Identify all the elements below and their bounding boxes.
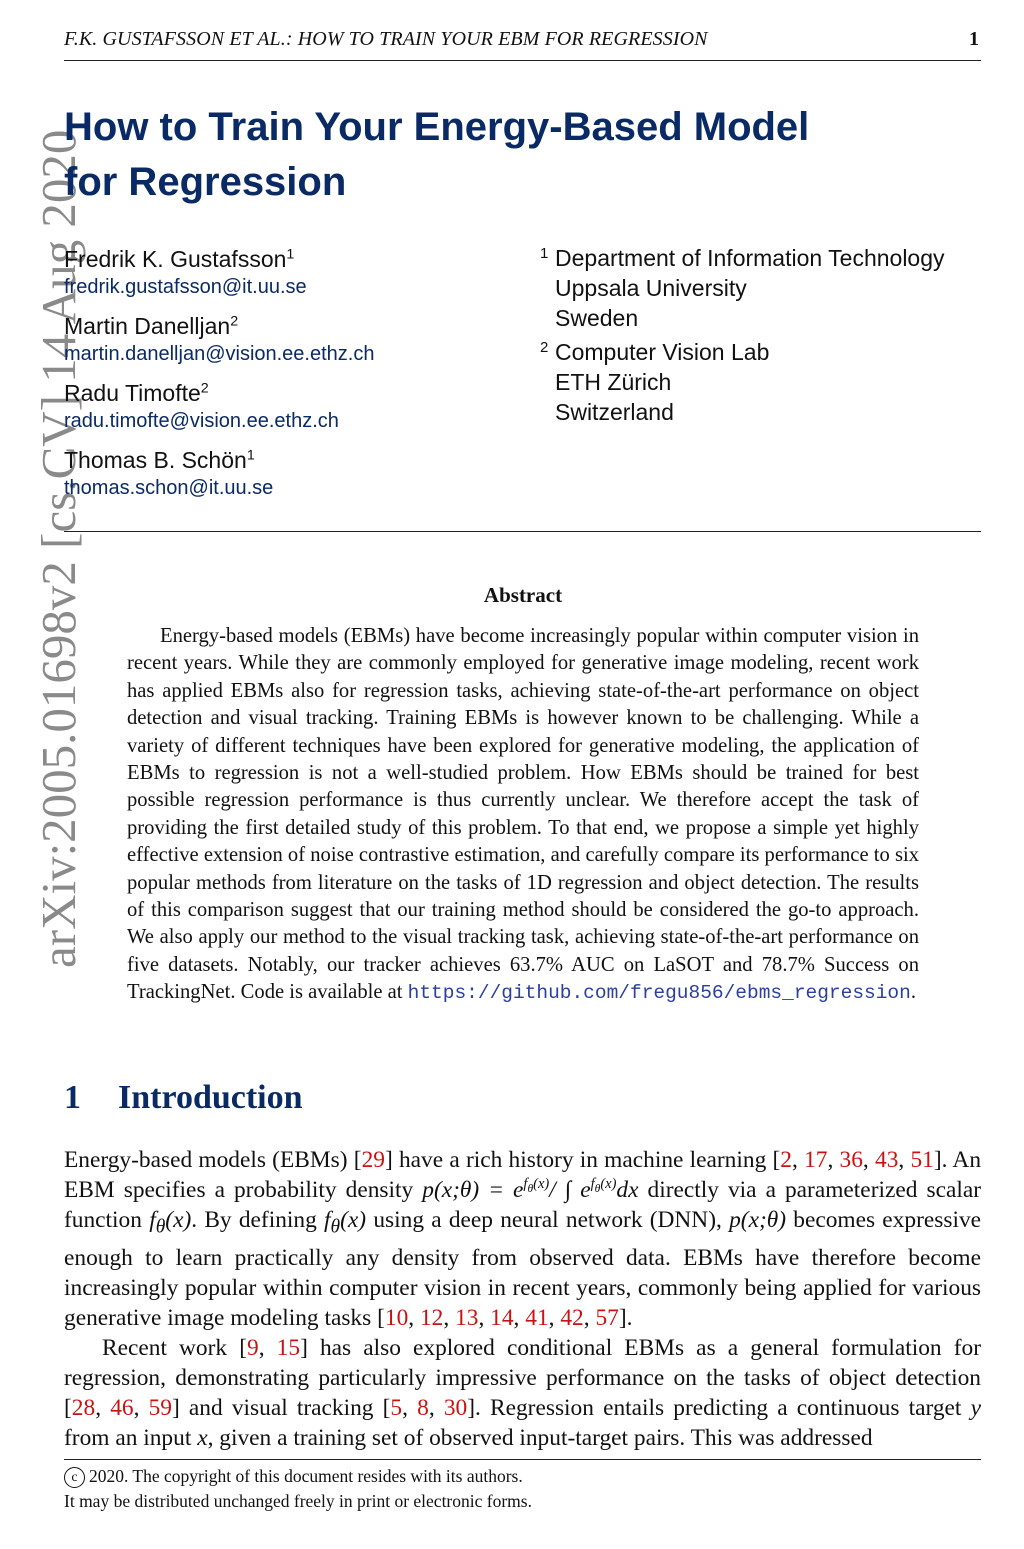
author-block [64, 377, 374, 444]
citation-link[interactable]: 51 [910, 1147, 934, 1173]
citation-link[interactable]: 9 [247, 1334, 259, 1361]
author-block [64, 444, 374, 511]
author-list [64, 243, 374, 511]
variable-y: y [970, 1394, 981, 1421]
citation-link[interactable]: 15 [276, 1334, 301, 1361]
citation-link[interactable]: 46 [110, 1394, 134, 1421]
author-email-link[interactable]: fredrik.gustafsson@it.uu.se [64, 276, 307, 298]
citation-link[interactable]: 10 [384, 1304, 409, 1331]
author-affil-mark: 1 [286, 246, 295, 263]
author-block [64, 243, 374, 310]
affiliation [540, 337, 945, 427]
copyright-footer [64, 1464, 532, 1514]
code-url-link[interactable]: https://github.com/fregu856/ebms_regression [407, 982, 911, 1005]
footer-divider [64, 1459, 981, 1460]
title-line-1: How to Train Your Energy-Based Model [64, 105, 810, 149]
running-head-title: F.K. GUSTAFSSON ET AL.: HOW TO TRAIN YOUR EBM FOR REGRESSION [64, 28, 708, 50]
affiliation-list [540, 243, 945, 431]
affiliation [540, 243, 945, 333]
citation-link[interactable]: 30 [443, 1394, 468, 1421]
citation-link[interactable]: 29 [361, 1147, 385, 1173]
author-name: Radu Timofte [64, 380, 201, 406]
author-affil-mark: 2 [200, 380, 209, 397]
citation-link[interactable]: 28 [71, 1394, 96, 1421]
section-number: 1 [64, 1079, 81, 1116]
citation-link[interactable]: 41 [525, 1304, 549, 1331]
code-availability-label: Code is available at [240, 981, 403, 1004]
affiliation-line: Sweden [555, 305, 639, 331]
citation-link[interactable]: 17 [804, 1147, 828, 1173]
citation-link[interactable]: 43 [875, 1147, 899, 1173]
author-name: Fredrik K. Gustafsson [64, 246, 287, 272]
citation-link[interactable]: 5 [390, 1394, 403, 1421]
running-head [64, 26, 981, 61]
affiliation-line: ETH Zürich [555, 369, 672, 395]
author-email-link[interactable]: radu.timofte@vision.ee.ethz.ch [64, 410, 339, 432]
author-email-link[interactable]: martin.danelljan@vision.ee.ethz.ch [64, 343, 375, 365]
citation-link[interactable]: 59 [148, 1394, 172, 1421]
affiliation-line: Uppsala University [555, 275, 747, 301]
copyright-icon: c [64, 1467, 85, 1488]
citation-link[interactable]: 57 [595, 1304, 619, 1331]
abstract-heading: Abstract [483, 583, 563, 607]
author-block [64, 310, 374, 377]
citation-link[interactable]: 2 [780, 1147, 792, 1173]
abstract-body [127, 623, 919, 1008]
copyright-line: 2020. The copyright of this document resides with its authors. [89, 1466, 523, 1486]
citation-link[interactable]: 42 [560, 1304, 584, 1331]
arxiv-stamp: arXiv:2005.01698v2 [cs.CV] 14 Aug 2020 [31, 129, 86, 968]
affiliation-line: Computer Vision Lab [555, 339, 770, 365]
author-email-link[interactable]: thomas.schon@it.uu.se [64, 477, 274, 499]
variable-x: x [197, 1424, 208, 1451]
author-name: Thomas B. Schön [64, 447, 247, 473]
citation-link[interactable]: 14 [490, 1304, 514, 1331]
equation-p: p(x;θ) [729, 1207, 787, 1233]
header-divider [64, 531, 981, 532]
equation-f-theta: $f_\theta(x)$ [149, 1207, 192, 1238]
page-number: 1 [969, 28, 979, 50]
paragraph: Recent work [9, 15] has also explored conditional EBMs as a general formulation for regression, demonstrating particularly impressive performance on the tasks of object detection [28, 46, 59] and visual tracking [5, 8, 30]. Regression entails predicting a continuous target y from an input x, given a training set of observed input-target pairs. This was addressed [64, 1334, 981, 1451]
section-title: Introduction [118, 1079, 303, 1116]
author-affil-mark: 1 [246, 447, 255, 464]
author-name: Martin Danelljan [64, 313, 231, 339]
equation-f-theta: $f_\theta(x)$ [324, 1207, 367, 1238]
citation-link[interactable]: 36 [839, 1147, 863, 1173]
code-suffix: . [910, 981, 916, 1004]
equation-density: p(x;θ) = $e^{f_\theta(x)}/$ ∫ $e^{f_\theta(x)}dx$ [422, 1176, 639, 1203]
citation-link[interactable]: 13 [455, 1304, 479, 1331]
affiliation-line: Department of Information Technology [555, 245, 945, 271]
introduction-body [64, 1145, 981, 1453]
affiliation-mark: 1 [540, 245, 549, 262]
affiliation-line: Switzerland [555, 399, 674, 425]
paper-title [64, 100, 964, 210]
paragraph: Energy-based models (EBMs) [29] have a rich history in machine learning [2, 17, 36, 43, 51]. An EBM specifies a probability density p(x;θ) = $e^{f_\theta(x)}/$ ∫ $e^{f_\theta(x)}dx$ directly via a parameterized scalar function $f_\theta(x)$. By defining $f_\theta(x)$ using a deep neural network (DNN), p(x;θ) becomes expressive enough to learn practically any density from observed data. EBMs have therefore become increasingly popular within computer vision in recent years, commonly being applied for various generative image modeling tasks [10, 12, 13, 14, 41, 42, 57]. [64, 1147, 982, 1331]
author-affil-mark: 2 [230, 313, 239, 330]
citation-link[interactable]: 8 [417, 1394, 429, 1421]
affiliation-mark: 2 [540, 339, 549, 356]
title-line-2: for Regression [64, 160, 347, 204]
section-heading [64, 1079, 303, 1117]
abstract-text: Energy-based models (EBMs) have become increasingly popular within computer vision in recent years. While they are commonly employed for generative image modeling, recent work has applied EBMs also for regression tasks, achieving state-of-the-art performance on object detection and visual tracking. Training EBMs is however known to be challenging. While a variety of different techniques have been explored for generative modeling, the application of EBMs to regression is not a well-studied problem. How EBMs should be trained for best possible regression performance is thus currently unclear. We therefore accept the task of providing the first detailed study of this problem. To that end, we propose a simple yet highly effective extension of noise contrastive estimation, and carefully compare its performance to six popular methods from literature on the tasks of 1D regression and object detection. The results of this comparison suggest that our training method should be considered the go-to approach. We also apply our method to the visual tracking task, achieving state-of-the-art performance on five datasets. Notably, our tracker achieves 63.7% AUC on LaSOT and 78.7% Success on TrackingNet. [127, 625, 919, 1004]
distribution-line: It may be distributed unchanged freely in print or electronic forms. [64, 1491, 532, 1511]
citation-link[interactable]: 12 [419, 1304, 444, 1331]
